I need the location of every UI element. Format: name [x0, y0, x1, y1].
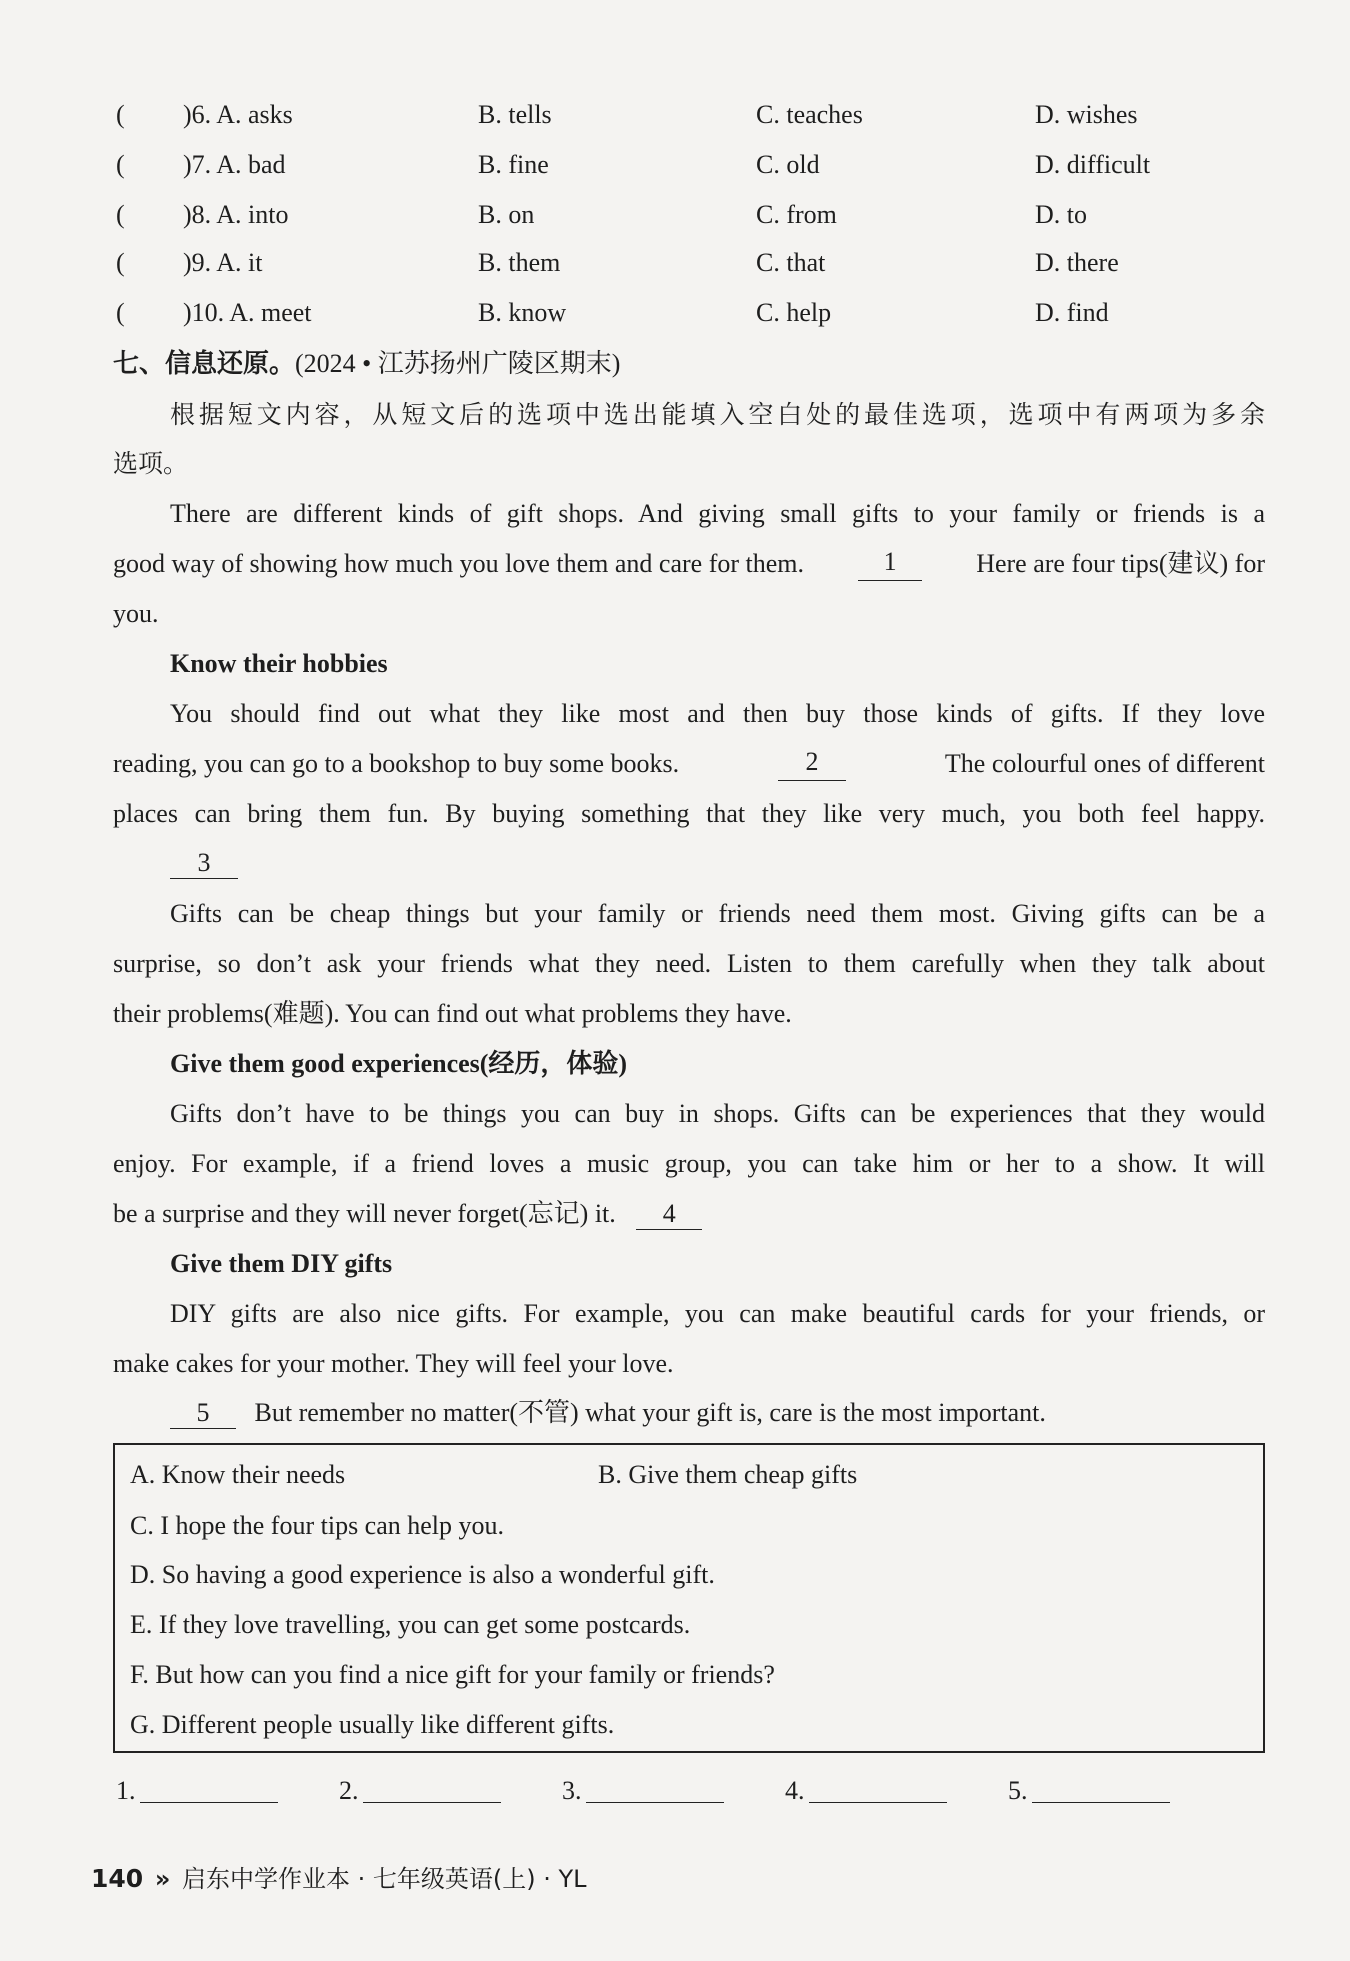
subheading-hobbies: Know their hobbies — [170, 649, 388, 678]
blank-1: 1 — [858, 547, 922, 581]
passage-text: be a surprise and they will never forget(忘记) it. — [113, 1199, 616, 1228]
answer-label: 3. — [562, 1776, 582, 1805]
answer-line — [809, 1776, 947, 1803]
answer-line — [140, 1776, 278, 1803]
answer-field-5[interactable] — [1008, 1774, 1170, 1808]
mc-item-10-d: D. find — [1035, 298, 1109, 327]
double-chevron-icon: » — [154, 1865, 171, 1893]
section-source: (2024 • 江苏扬州广陵区期末) — [295, 349, 621, 378]
option-d: D. So having a good experience is also a wonderful gift. — [130, 1560, 715, 1589]
page-number: 140 — [91, 1864, 144, 1893]
mc-item-7-a: )7. A. bad — [183, 150, 286, 179]
option-c: C. I hope the four tips can help you. — [130, 1511, 505, 1540]
answer-field-4[interactable] — [785, 1774, 947, 1808]
section-instruction: 根据短文内容，从短文后的选项中选出能填入空白处的最佳选项，选项中有两项为多余 — [170, 400, 1265, 429]
passage-line — [113, 1197, 702, 1231]
page-footer — [91, 1862, 587, 1896]
mc-item-6-d: D. wishes — [1035, 100, 1138, 129]
passage-line: You should find out what they like most and then buy those kinds of gifts. If they love — [170, 699, 1265, 728]
passage-line: places can bring them fun. By buying something that they like very much, you both feel happy. — [113, 799, 1265, 828]
blank-3: 3 — [170, 848, 238, 879]
mc-item-9-c: C. that — [756, 248, 826, 277]
mc-item-9-b: B. them — [478, 248, 561, 277]
blank-2: 2 — [778, 747, 846, 781]
option-e: E. If they love travelling, you can get some postcards. — [130, 1610, 691, 1639]
mc-item-9-d: D. there — [1035, 248, 1119, 277]
answer-label: 4. — [785, 1776, 805, 1805]
section-title: 七、信息还原。 — [113, 349, 296, 379]
answer-field-3[interactable] — [562, 1774, 724, 1808]
passage-line: you. — [113, 599, 159, 628]
passage-line — [113, 547, 1265, 581]
option-f: F. But how can you find a nice gift for your family or friends? — [130, 1660, 775, 1689]
answer-paren: ( — [116, 150, 125, 179]
mc-item-6-b: B. tells — [478, 100, 552, 129]
mc-item-8-d: D. to — [1035, 200, 1087, 229]
mc-item-9-a: )9. A. it — [183, 248, 263, 277]
mc-item-10-a: )10. A. meet — [183, 298, 312, 327]
answer-label: 1. — [116, 1776, 136, 1805]
subheading-experiences: Give them good experiences(经历，体验) — [170, 1049, 628, 1078]
mc-item-8-a: )8. A. into — [183, 200, 289, 229]
mc-item-8-c: C. from — [756, 200, 837, 229]
answer-field-1[interactable] — [116, 1774, 278, 1808]
answer-paren: ( — [116, 200, 125, 229]
passage-text: But remember no matter(不管) what your gift is, care is the most important. — [254, 1398, 1046, 1427]
mc-item-8-b: B. on — [478, 200, 535, 229]
passage-line: make cakes for your mother. They will feel your love. — [113, 1349, 674, 1378]
book-title: 启东中学作业本 · 七年级英语(上) · YL — [181, 1865, 587, 1893]
answer-paren: ( — [116, 248, 125, 277]
mc-item-6-c: C. teaches — [756, 100, 863, 129]
mc-item-10-c: C. help — [756, 298, 832, 327]
option-g: G. Different people usually like different gifts. — [130, 1710, 615, 1739]
passage-text: The colourful ones of different — [944, 749, 1265, 778]
passage-text: good way of showing how much you love them and care for them. — [113, 549, 805, 578]
blank-4: 4 — [636, 1199, 702, 1230]
passage-line — [170, 1396, 1046, 1430]
mc-item-6-a: )6. A. asks — [183, 100, 293, 129]
answer-label: 5. — [1008, 1776, 1028, 1805]
answer-paren: ( — [116, 100, 125, 129]
subheading-diy: Give them DIY gifts — [170, 1249, 393, 1278]
blank-5: 5 — [170, 1398, 236, 1429]
passage-line: their problems(难题). You can find out what problems they have. — [113, 999, 792, 1028]
mc-item-7-c: C. old — [756, 150, 820, 179]
option-a: A. Know their needs — [130, 1460, 346, 1489]
passage-line: DIY gifts are also nice gifts. For example, you can make beautiful cards for your friends, or — [170, 1299, 1265, 1328]
passage-line: surprise, so don’t ask your friends what they need. Listen to them carefully when they talk about — [113, 949, 1265, 978]
section-instruction-cont: 选项。 — [113, 449, 189, 478]
passage-line: Gifts don’t have to be things you can buy in shops. Gifts can be experiences that they would — [170, 1099, 1265, 1128]
passage-line — [113, 747, 1265, 781]
mc-item-10-b: B. know — [478, 298, 567, 327]
answer-field-2[interactable] — [339, 1774, 501, 1808]
passage-text: reading, you can go to a bookshop to buy some books. — [113, 749, 680, 778]
answer-line — [363, 1776, 501, 1803]
passage-line — [170, 846, 238, 880]
passage-line: enjoy. For example, if a friend loves a music group, you can take him or her to a show. It will — [113, 1149, 1265, 1178]
answer-paren: ( — [116, 298, 125, 327]
answer-label: 2. — [339, 1776, 359, 1805]
passage-line: Gifts can be cheap things but your family or friends need them most. Giving gifts can be a — [170, 899, 1265, 928]
mc-item-7-b: B. fine — [478, 150, 549, 179]
option-b: B. Give them cheap gifts — [598, 1460, 858, 1489]
passage-text: Here are four tips(建议) for — [976, 549, 1265, 578]
answer-line — [586, 1776, 724, 1803]
passage-line: There are different kinds of gift shops. And giving small gifts to your family or friends is a — [170, 499, 1265, 528]
answer-line — [1032, 1776, 1170, 1803]
section-heading — [113, 347, 620, 381]
mc-item-7-d: D. difficult — [1035, 150, 1151, 179]
